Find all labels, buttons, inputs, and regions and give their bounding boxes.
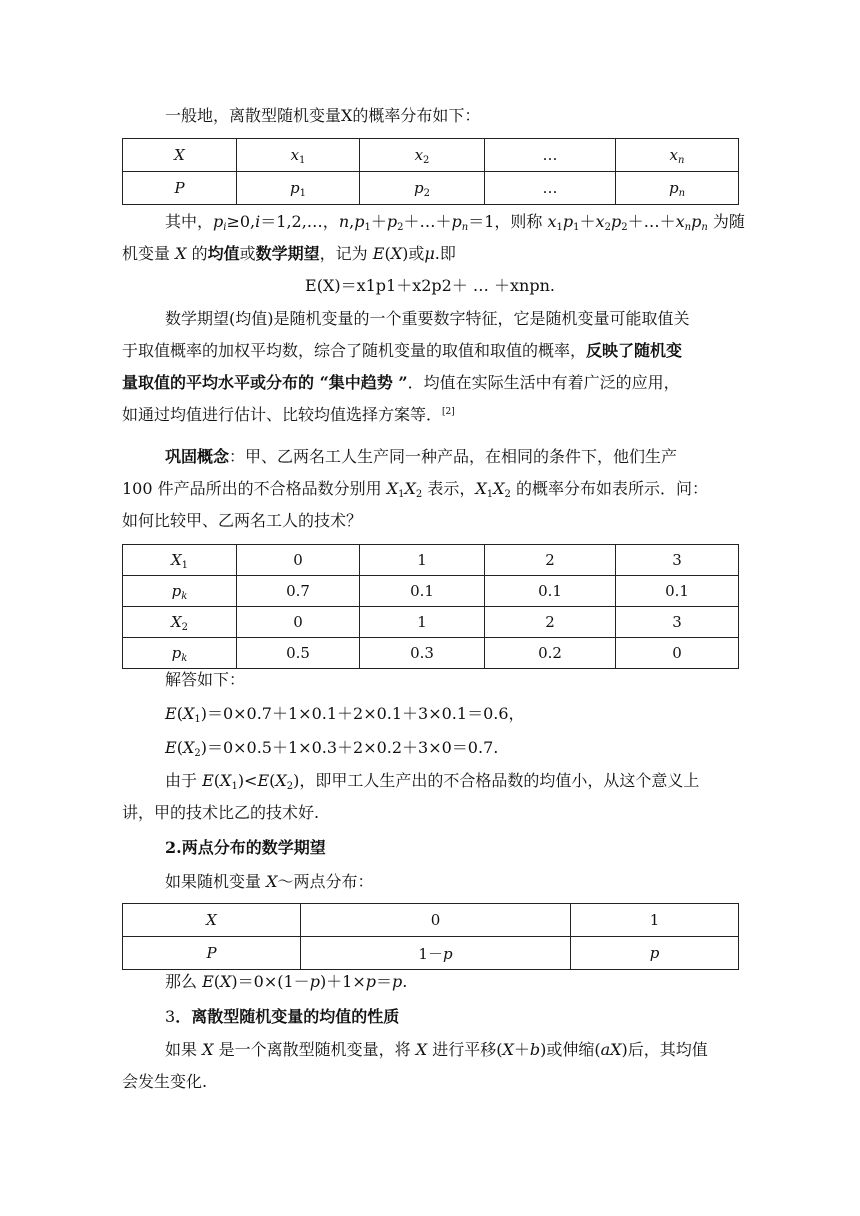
table-row: $p_k$ 0.7 0.1 0.1 0.1 [123,576,739,607]
definition-line-1: 其中，$p_i\ge 0,i=1,2,\dots$，$n,p_1+p_2+\dots+p_n=1$，则称 $x_1p_1+x_2p_2+\dots+x_np_n$ 为随 [165,212,745,233]
section-2-result: 那么 E(X)＝0×(1－p)＋1×p＝p. [165,972,408,991]
table-row: $X_2$ 0 1 2 3 [123,607,739,638]
paragraph-line: 量取值的平均水平或分布的 “集中趋势 ”．均值在实际生活中有着广泛的应用， [122,373,680,392]
table-row: $X_1$ 0 1 2 3 [123,545,739,576]
expectation-formula: E(X)＝x1p1＋x2p2＋ … ＋xnpn. [305,276,555,295]
paragraph-line: 数学期望(均值)是随机变量的一个重要数字特征，它是随机变量可能取值关 [165,309,690,328]
two-point-table [122,903,739,970]
conclusion-line-1: 由于 $E(X_1)<E(X_2)$，即甲工人生产出的不合格品数的均值小，从这个意义上 [165,771,700,792]
table-row: P $p_1$ $p_2$ … $p_n$ [123,172,739,205]
conclusion-line-2: 讲，甲的技术比乙的技术好. [122,803,320,822]
section-2-intro: 如果随机变量 X～两点分布： [165,872,374,891]
section-3-line-2: 会发生变化. [122,1072,208,1091]
intro-line: 一般地，离散型随机变量X的概率分布如下： [165,106,481,125]
consolidate-line-1: 巩固概念：甲、乙两名工人生产同一种产品，在相同的条件下，他们生产 [165,447,678,466]
section-2-title: 2.两点分布的数学期望 [165,838,326,857]
paragraph-line: 如通过均值进行估计、比较均值选择方案等．[2] [122,405,455,424]
table-row: P 1－p p [123,937,739,970]
section-3-line-1: 如果 X 是一个离散型随机变量，将 X 进行平移(X＋b)或伸缩(aX)后，其均值 [165,1040,708,1059]
consolidate-line-3: 如何比较甲、乙两名工人的技术？ [122,511,363,530]
definition-line-2: 机变量 X 的均值或数学期望，记为 E(X)或μ.即 [122,244,456,263]
expectation-x2: $E(X_2)=0\times 0.5+1\times 0.3+2\times 0.2+3\times 0=0.7$. [165,738,499,759]
consolidate-line-2: 100 件产品所出的不合格品数分别用 $X_1X_2$ 表示，$X_1X_2$ 的概率分布如表所示．问： [122,479,709,500]
answer-heading: 解答如下： [165,670,246,689]
section-3-title: 3．离散型随机变量的均值的性质 [165,1007,400,1026]
paragraph-line: 于取值概率的加权平均数，综合了随机变量的取值和取值的概率，反映了随机变 [122,341,683,360]
table-row: X $x_1$ $x_2$ … $x_n$ [123,139,739,172]
table-row: X 0 1 [123,904,739,937]
distribution-table [122,138,739,205]
expectation-x1: $E(X_1)=0\times 0.7+1\times 0.1+2\times 0.1+3\times 0.1=0.6$， [165,704,525,725]
worker-defect-table [122,544,739,669]
table-row: $p_k$ 0.5 0.3 0.2 0 [123,638,739,669]
footnote-ref: [2] [442,407,455,417]
